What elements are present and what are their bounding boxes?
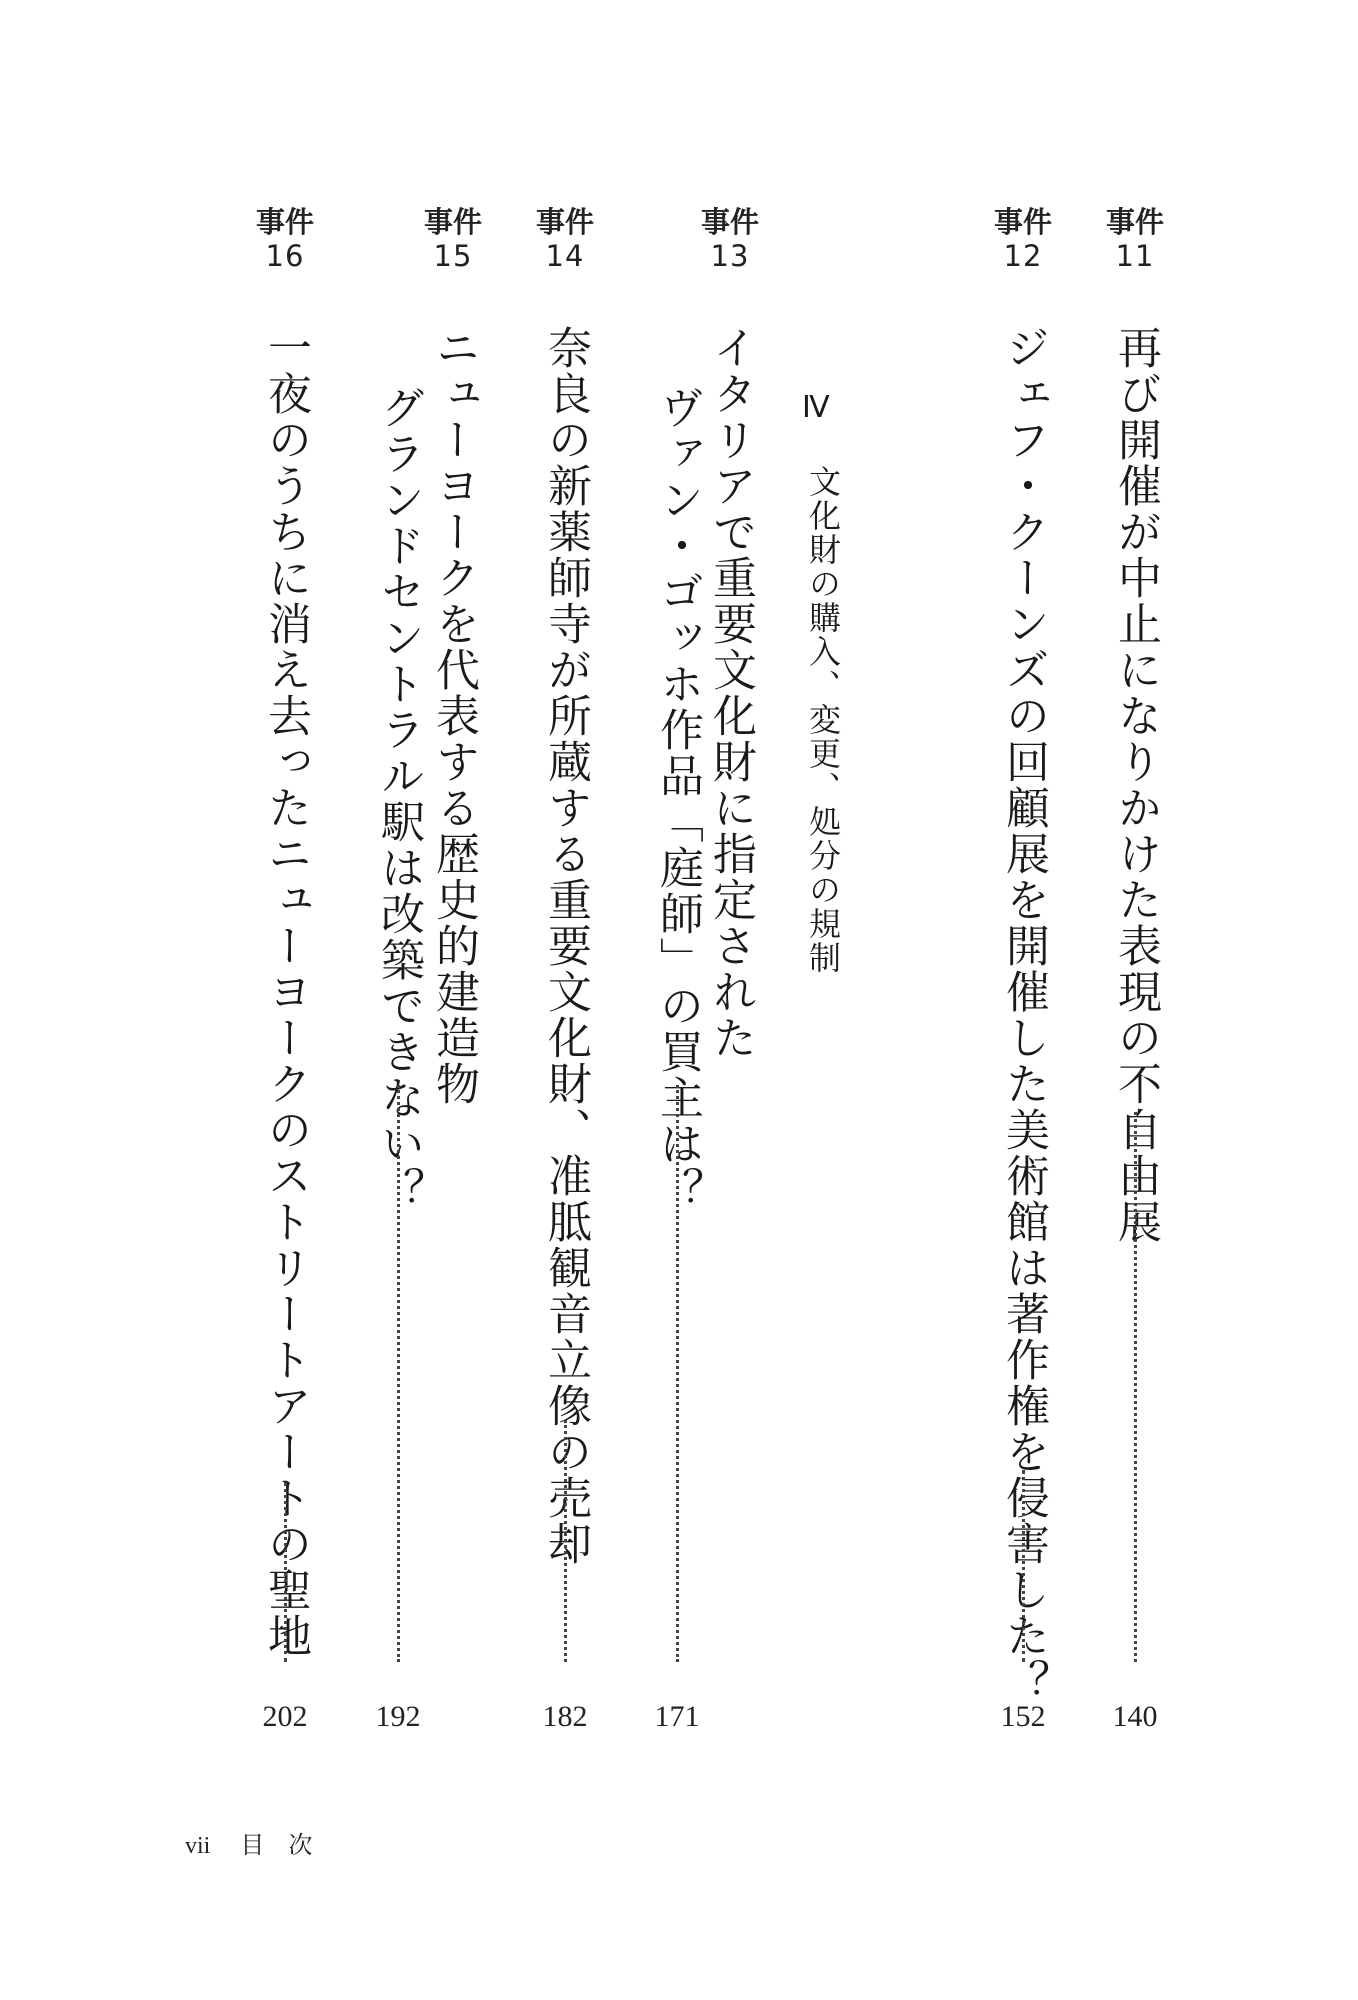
entry-title: ニューヨークを代表する歴史的建造物 bbox=[428, 325, 479, 1107]
page-number: 202 bbox=[262, 1700, 308, 1733]
entry-title: 奈良の新薬師寺が所蔵する重要文化財、准胝観音立像の売却 bbox=[540, 325, 591, 1567]
dot-leader bbox=[284, 1482, 287, 1662]
entry-title: イタリアで重要文化財に指定された bbox=[705, 325, 756, 1061]
page-number: 140 bbox=[1112, 1700, 1158, 1733]
dot-leader bbox=[397, 1085, 400, 1662]
dot-leader bbox=[1134, 1112, 1137, 1662]
footer-section-title: 目 次 bbox=[240, 1833, 313, 1859]
page-number: 152 bbox=[1000, 1700, 1046, 1733]
case-label: 事件 13 bbox=[700, 205, 759, 273]
dot-leader bbox=[676, 1085, 679, 1662]
dot-leader bbox=[1022, 1470, 1025, 1662]
entry-title: ジェフ・クーンズの回顧展を開催した美術館は著作権を侵害した？ bbox=[998, 325, 1049, 1705]
footer-page-number: vii bbox=[185, 1833, 211, 1859]
case-label: 事件 12 bbox=[993, 205, 1052, 273]
case-label: 事件 15 bbox=[423, 205, 482, 273]
entry-title: 一夜のうちに消え去ったニューヨークのストリートアートの聖地 bbox=[260, 325, 311, 1659]
page-number: 182 bbox=[542, 1700, 588, 1733]
case-label: 事件 11 bbox=[1105, 205, 1164, 273]
entry-subtitle: ヴァン・ゴッホ作品「庭師」の買主は？ bbox=[652, 385, 703, 1213]
dot-leader bbox=[564, 1420, 567, 1662]
entry-title: 再び開催が中止になりかけた表現の不自由展 bbox=[1110, 325, 1161, 1245]
case-label: 事件 14 bbox=[535, 205, 594, 273]
page-number: 171 bbox=[654, 1700, 700, 1733]
page-number: 192 bbox=[375, 1700, 421, 1733]
page-footer bbox=[185, 1825, 336, 1860]
part-title: 文化財の購入、変更、処分の規制 bbox=[804, 465, 842, 975]
part-numeral: Ⅳ bbox=[802, 391, 830, 424]
entry-subtitle: グランドセントラル駅は改築できない？ bbox=[373, 385, 424, 1213]
case-label: 事件 16 bbox=[255, 205, 314, 273]
